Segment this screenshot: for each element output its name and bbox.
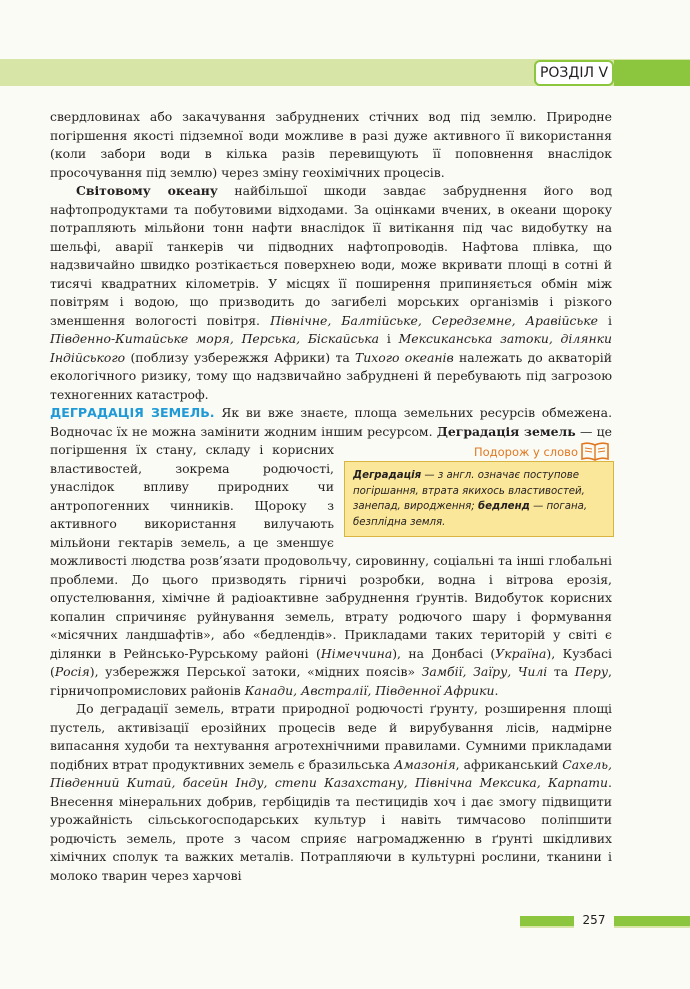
paragraph-3: ДЕГРАДАЦІЯ ЗЕМЕЛЬ. Як ви вже знаєте, площа земельних ресурсів обмежена. Водночас їх не можна замінити жодним іншим ресурсом. Деградація земель Подорож у слово Деградація — з англ. означає поступове погіршання, втрата якихось властивостей, занепад, виродження; бедленд — погана, безплідна земля. — це погіршення їх стану, складу і корисних властивостей, зокрема родючості, унаслідок впливу природних чи антропогенних чинників. Щороку з активного використання вилучають мільйони гектарів земель, а це зменшує можливості людства розв’язати продовольчу, сировинну, соціальні та інші глобальні проблеми. До цього призводять гірничі розробки, водна і вітрова ерозія, опустелювання, хімічне й радіоактивне забруднення ґрунтів. Видобуток корисних копалин спричиняє руйнування земель, втрату родючого шару і формування «місячних ландшафтів», або «бедлендів». Прикладами таких територій у світі є ділянки в Рейнсько-Рурському районі (Німеччина), на Донбасі (Україна), Кузбасі (Росія), узбережжя Перської затоки, «мідних поясів» Замбії, Заїру, Чилі та Перу, гірничопромислових районів Канади, Австралії, Південної Африки. bbox=[50, 405, 613, 698]
sidebar-title: Подорож у слово bbox=[344, 443, 614, 461]
glossary-sidebar bbox=[344, 443, 614, 537]
section-heading: ДЕГРАДАЦІЯ ЗЕМЕЛЬ. bbox=[50, 405, 215, 420]
page-body bbox=[50, 108, 612, 885]
paragraph-1: свердловинах або закачування забруднених стічних вод під землю. Природне погіршення якості підземної води можливе в разі дуже активного її використання (коли забори води в кілька разів перевищують її поповнення внаслідок просочування під землю) через зміну геохімічних процесів. bbox=[50, 109, 612, 180]
open-book-icon bbox=[580, 441, 610, 461]
section-label: РОЗДІЛ V bbox=[534, 60, 614, 86]
paragraph-4: До деградації земель, втрати природної родючості ґрунту, розширення площі пустель, активізації ерозійних процесів веде й вирубування лісів, надмірне випасання худоби та нехтування агротехнічними правилами. Сумними прикладами подібних втрат продуктивних земель є бразильська Амазонія, африканський Сахель, Південний Китай, басейн Інду, степи Казахстану, Північна Мексика, Карпати. Внесення мінеральних добрив, гербіцидів та пестицидів хоч і дає змогу підвищити урожайність сільськогосподарських культур і навіть тимчасово поліпшити родючість земель, проте з часом сприяє нагромадженню в ґрунті шкідливих хімічних сполук та важких металів. Потрапляючи в культурні рослини, тканини і молоко тварин через харчові bbox=[50, 701, 612, 883]
page-number: 257 bbox=[574, 910, 614, 930]
sidebar-definition-box: Деградація — з англ. означає поступове погіршання, втрата якихось властивостей, занепад, виродження; бедленд — погана, безплідна земля. bbox=[344, 461, 614, 537]
paragraph-2: Світовому океану найбільшої шкоди завдає забруднення його вод нафтопродуктами та побутовими відходами. За оцінками вчених, в океани щороку потрапляють мільйони тонн нафти внаслідок її витікання під час видобутку на шельфі, аварії танкерів чи підводних нафтопроводів. Нафтова плівка, що надзвичайно швидко розтікається поверхнею води, може вкривати площі в сотні й тисячі квадратних кілометрів. У місцях її поширення припиняється обмін між повітрям і водою, що призводить до загибелі морських організмів і різкого зменшення вологості повітря. Північне, Балтійське, Середземне, Аравійське і Південно-Китайське моря, Перська, Біскайська і Мексиканська затоки, ділянки Індійського (поблизу узбережжя Африки) та Тихого океанів належать до акваторій екологічного ризику, тому що надзвичайно забруднені й перебувають під загрозою техногенних катастроф. bbox=[50, 183, 612, 402]
header-accent bbox=[614, 60, 690, 86]
